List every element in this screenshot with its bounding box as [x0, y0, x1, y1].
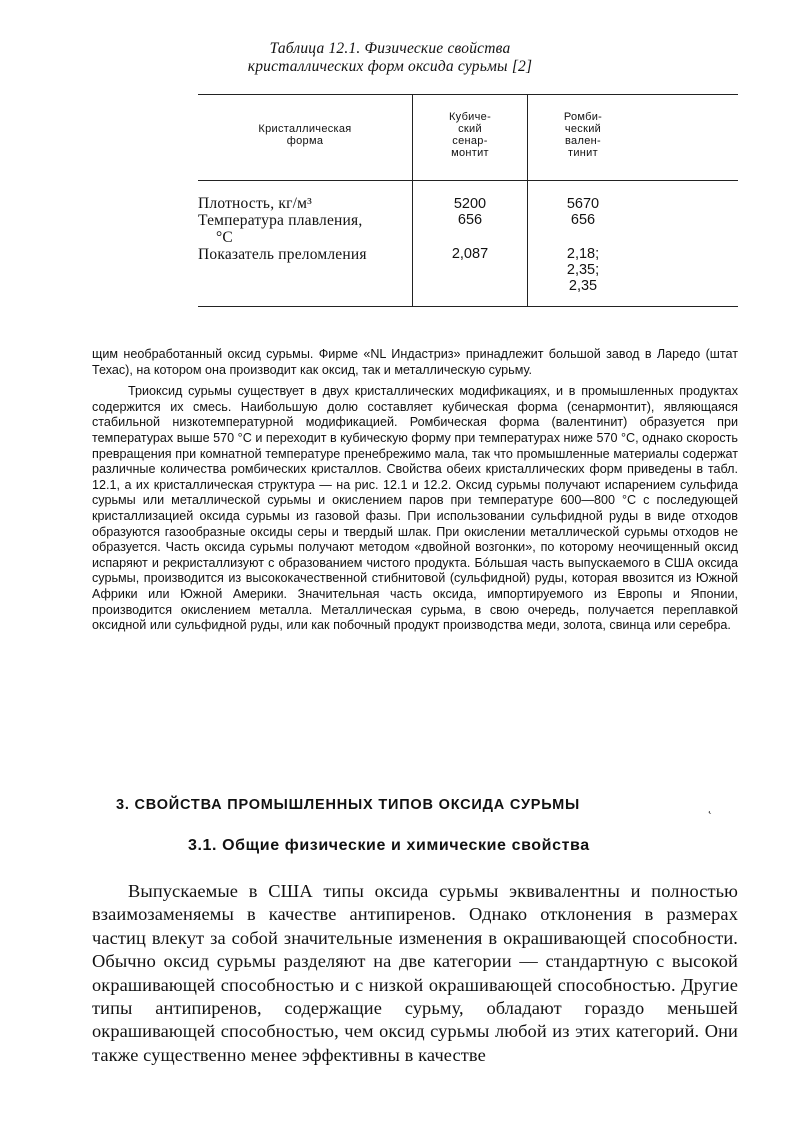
- table-cell-melting-cubic: 656: [457, 212, 483, 228]
- table-header-form: Кристаллическая форма: [258, 123, 352, 147]
- table-row-density-label: Плотность, кг/м³: [198, 195, 313, 212]
- table-bottom-rule: [198, 306, 738, 307]
- paragraph-body: Выпускаемые в США типы оксида сурьмы эквивалентны и полностью взаимозаменяемы в качестве антипиренов. Однако отклонения в размерах частиц влекут за собой значительные изменения в окрашивающей способности. Обычно оксид сурьмы разделяют на две категории — стандартную с высокой окрашивающей способностью и с низкой окрашивающей способностью. Другие типы антипиренов, содержащие сурьму, обладают гораздо меньшей окрашивающей способностью, чем оксид сурьмы любой из этих категорий. Они также существенно менее эффективны в качестве: [92, 881, 738, 1065]
- table-cell-density-cubic: 5200: [453, 196, 487, 212]
- table-row-melting-label: Температура плавления, °С: [198, 212, 363, 246]
- table-row-refraction-label: Показатель преломления: [198, 246, 367, 263]
- table-caption: [180, 40, 600, 76]
- table-cell-density-rhombic: 5670: [566, 196, 600, 212]
- small-print-text: [92, 347, 738, 634]
- stray-mark: ˛: [708, 800, 712, 814]
- paragraph-trioxide: Триоксид сурьмы существует в двух кристаллических модификациях, и в промышленных продуктах содержится их смесь. Наибольшую долю составляет кубическая форма (сенармонтит), являющаяся стабильной низкотемпературной модификацией. Ромбическая форма (валентинит) образуется при температурах выше 570 °С и переходит в кубическую форму при температурах ниже 570 °С, однако скорость превращения при комнатной температуре пренебрежимо мала, так что промышленные материалы содержат различные количества ромбических кристаллов. Свойства обеих кристаллических форм приведены в табл. 12.1, а их кристаллическая структура — на рис. 12.1 и 12.2. Оксид сурьмы получают испарением сульфида сурьмы или металлической сурьмы и окислением паров при температуре 600—800 °С с последующей кристаллизацией оксида сурьмы из газовой фазы. При использовании сульфидной руды в виде отходов образуются газообразные оксиды серы и твердый шлак. При окислении металлической сурьмы отходов не образуется. Часть оксида сурьмы получают методом «двойной возгонки», по которому неочищенный оксид испаряют и рекристаллизуют с образованием чистого продукта. Бóльшая часть выпускаемого в США оксида сурьмы, производится из высококачественной стибнитовой (сульфидной) руды, которая ввозится из Южной Африки или Южной Америки. Значительная часть оксида, импортируемого из Европы и Японии, производится окислением металла. Металлическая сурьма, в свою очередь, получается переплавкой оксидной или сульфидной руды, или как побочный продукт производства меди, золота, свинца или серебра.: [92, 384, 738, 633]
- table-header-rule: [198, 180, 738, 181]
- section-heading: 3. СВОЙСТВА ПРОМЫШЛЕННЫХ ТИПОВ ОКСИДА СУРЬМЫ: [116, 797, 580, 813]
- table-cell-refraction-cubic: 2,087: [451, 246, 489, 262]
- table-cell-refraction-rhombic: 2,18; 2,35; 2,35: [566, 246, 600, 294]
- table-caption-line1: Таблица 12.1. Физические свойства: [269, 40, 511, 57]
- table-caption-line2: кристаллических форм оксида сурьмы [2]: [247, 58, 533, 75]
- table-top-rule: [198, 94, 738, 95]
- body-text: [92, 880, 738, 1067]
- table-cell-melting-rhombic: 656: [570, 212, 596, 228]
- subsection-heading: 3.1. Общие физические и химические свойства: [188, 837, 590, 854]
- table-header-senarmontite: Кубиче- ский сенар- монтит: [448, 111, 492, 159]
- paragraph-continuation: щим необработанный оксид сурьмы. Фирме «NL Индастриз» принадлежит большой завод в Ларедо (штат Техас), на котором она производит как оксид, так и металлическую сурьму.: [92, 347, 738, 377]
- table-header-valentinite: Ромби- ческий вален- тинит: [563, 111, 603, 159]
